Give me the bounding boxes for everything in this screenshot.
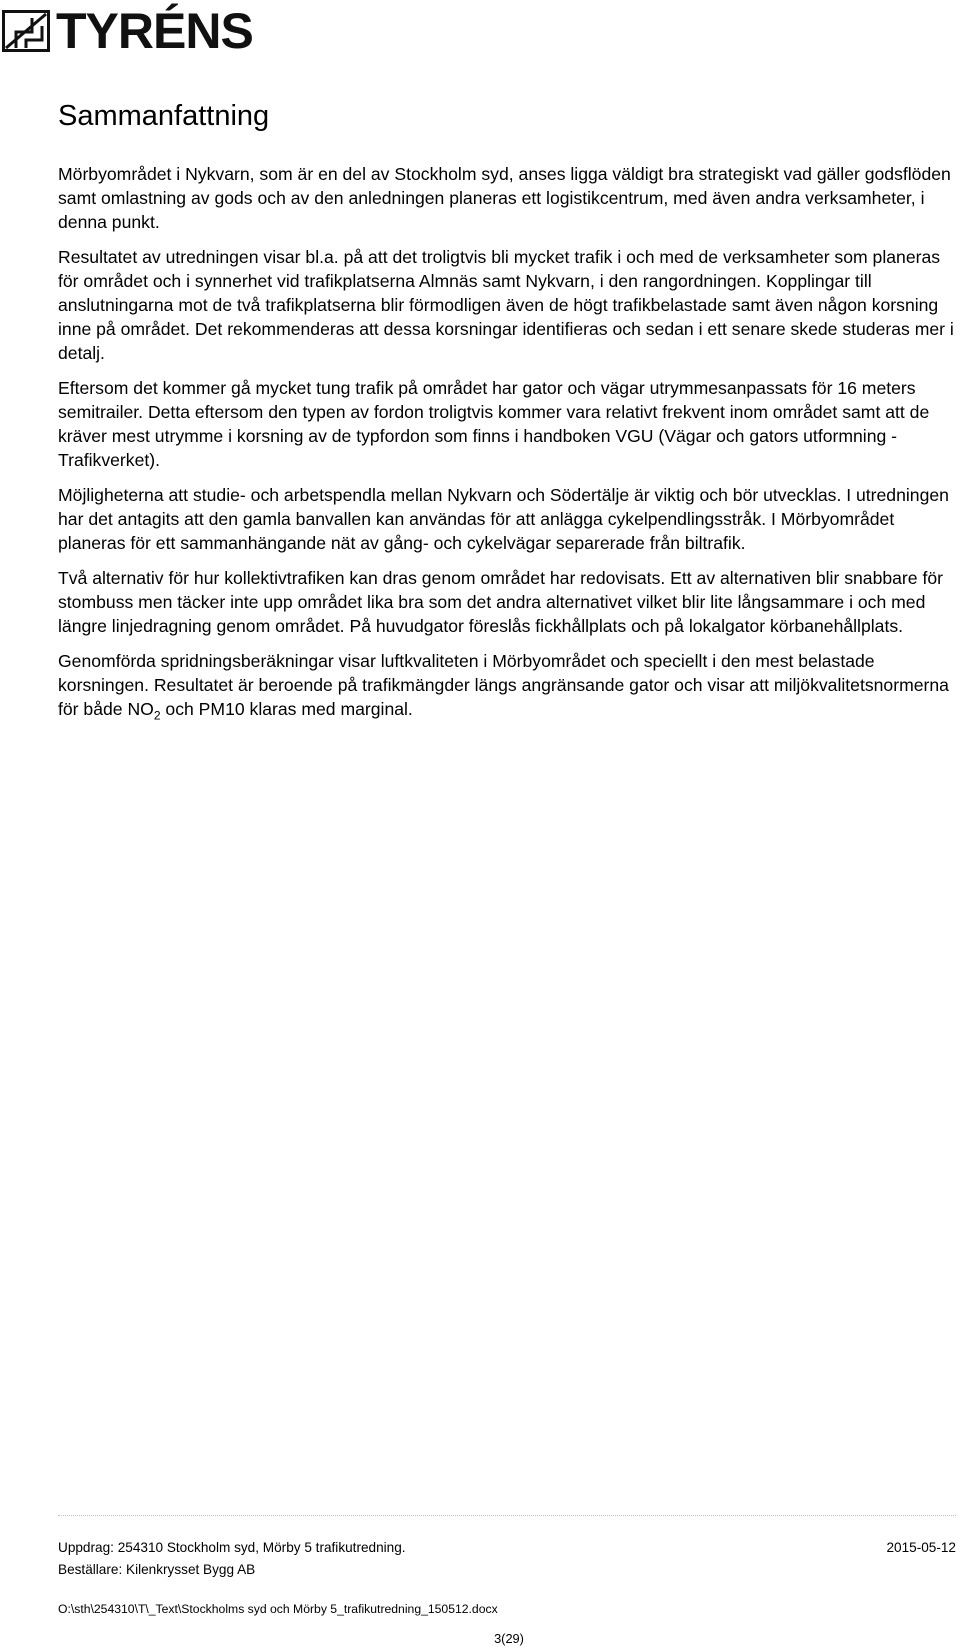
paragraph-5: Två alternativ för hur kollektivtrafiken kan dras genom området har redovisats. Ett av alternativen blir snabbare för stombuss men täcker inte upp området lika bra som det andra alternativet vilket blir lite långsammare i och med längre linjedragning genom området. På huvudgator föreslås fickhållplats och på lokalgator körbanehållplats. [58,568,943,636]
tyrens-logo-icon [2,10,50,52]
footer-date: 2015-05-12 [886,1540,956,1555]
document-body [58,96,958,739]
footer-file-path: O:\sth\254310\T\_Text\Stockholms syd och Mörby 5_trafikutredning_150512.docx [58,1602,498,1616]
footer-client: Beställare: Kilenkrysset Bygg AB [58,1562,256,1577]
footer-assignment-row [58,1537,956,1559]
document-footer [58,1515,956,1648]
paragraph-3: Eftersom det kommer gå mycket tung trafik på området har gator och vägar utrymmesanpassats för 16 meters semitrailer. Detta eftersom den typen av fordon troligtvis kommer vara relativt frekvent inom området samt att de kräver mest utrymme i korsning av de typfordon som finns i handboken VGU (Vägar och gators utformning - Trafikverket). [58,378,930,470]
footer-divider [58,1515,956,1516]
paragraph-4: Möjligheterna att studie- och arbetspendla mellan Nykvarn och Södertälje är viktig och bör utvecklas. I utredningen har det antagits att den gamla banvallen kan användas för att anlägga cykelpendlingsstråk. I Mörbyområdet planeras för ett sammanhängande nät av gång- och cykelvägar separerade från biltrafik. [58,485,949,553]
tyrens-logo-text: TYRÉNS [56,3,253,59]
section-title: Sammanfattning [58,100,270,132]
paragraph-6 [58,649,958,728]
page-number: 3(29) [494,1631,524,1646]
paragraph-2: Resultatet av utredningen visar bl.a. på att det troligtvis bli mycket trafik i och med de verksamheter som planeras för området och i synnerhet vid trafikplatserna Almnäs samt Nykvarn, i den rangordningen. Kopplingar till anslutningarna mot de två trafikplatserna blir förmodligen även de högt trafikbelastade samt även någon korsning inne på området. Det rekommenderas att dessa korsningar identifieras och sedan i ett senare skede studeras mer i detalj. [58,247,954,363]
document-header [0,0,960,70]
subscript-2: 2 [153,708,161,723]
paragraph-1: Mörbyområdet i Nykvarn, som är en del av Stockholm syd, anses ligga väldigt bra strategiskt vad gäller godsflöden samt omlastning av gods och av den anledningen planeras ett logistikcentrum, med även andra verksamheter, i denna punkt. [58,164,951,232]
paragraph-6-text-start: Genomförda spridningsberäkningar visar luftkvaliteten i Mörbyområdet och speciellt i den mest belastade korsningen. Resultatet är beroende på trafikmängder längs angränsande gator och visar att miljökvalitetsnormerna för både NO [58,651,949,719]
footer-assignment: Uppdrag: 254310 Stockholm syd, Mörby 5 trafikutredning. [58,1540,406,1555]
paragraph-6-text-end: och PM10 klaras med marginal. [160,699,413,719]
